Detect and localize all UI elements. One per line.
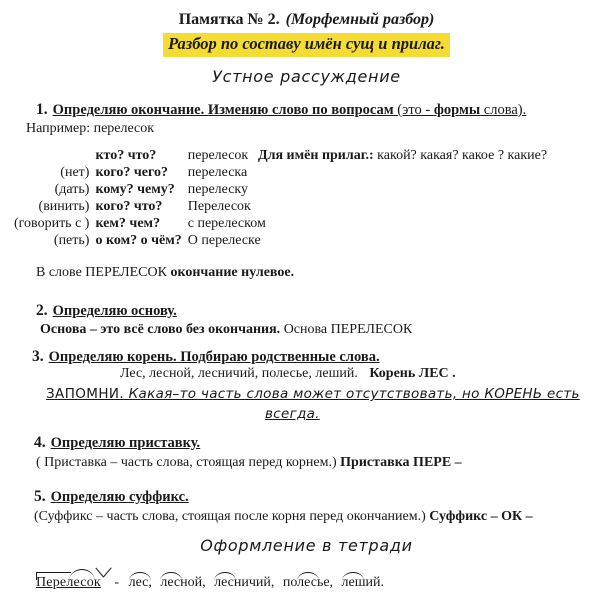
case-question: кого? что? xyxy=(95,199,163,214)
oral-reasoning-heading: Устное рассуждение xyxy=(212,67,401,86)
step-3-root-result: Корень ЛЕС . xyxy=(369,366,456,381)
step-3-heading xyxy=(32,348,380,366)
step-5-number: 5. xyxy=(34,488,46,505)
step-4-body-bold: Приставка ПЕРЕ – xyxy=(340,455,462,470)
step-1-title: Определяю окончание. Изменяю слово по вопросам xyxy=(52,102,394,118)
zero-ending-note-prefix: В слове ПЕРЕЛЕСОК xyxy=(36,265,171,280)
step-2-body-bold: Основа – это всё слово без окончания. xyxy=(40,322,281,337)
parsed-word xyxy=(36,566,101,591)
related-word-text: лесничий, xyxy=(214,575,275,590)
case-answer: О перелеске xyxy=(187,233,261,248)
table-row xyxy=(14,216,266,233)
parsed-dash: - xyxy=(114,575,120,590)
case-question: кого? чего? xyxy=(95,165,168,180)
prefix-bracket-icon xyxy=(36,572,71,580)
table-row xyxy=(14,148,266,165)
table-row xyxy=(14,199,266,216)
case-hint: (петь) xyxy=(53,233,90,248)
table-row xyxy=(14,233,266,250)
memo-label: ЗАПОМНИ. xyxy=(46,386,125,402)
page-title-parenthetical: (Морфемный разбор) xyxy=(285,11,435,28)
case-answer: перелеску xyxy=(187,182,249,197)
case-hint: (говорить с ) xyxy=(14,216,90,231)
step-1-heading xyxy=(36,101,526,119)
case-answer: перелесок xyxy=(187,148,249,163)
memo-line-2: всегда. xyxy=(265,406,320,422)
case-answer: Перелесок xyxy=(187,199,251,214)
page-title-main: Памятка № 2. xyxy=(178,11,280,28)
memo-text: Какая–то часть слова может отсутствовать, но КОРЕНЬ есть xyxy=(124,386,580,402)
step-2-heading xyxy=(36,302,177,320)
case-question: о ком? о чём? xyxy=(95,233,182,248)
step-5-heading xyxy=(34,488,189,506)
step-4-title: Определяю приставку. xyxy=(50,435,201,451)
step-1-note-open: (это - xyxy=(397,102,434,118)
adjective-questions-label: Для имён прилаг.: xyxy=(258,148,374,163)
related-word-text: леший. xyxy=(341,575,385,590)
step-3-number: 3. xyxy=(32,348,44,365)
related-word-text: лесной, xyxy=(160,575,206,590)
step-4-body-rest: ( Приставка – часть слова, стоящая перед корнем.) xyxy=(36,455,337,470)
related-word-text: полесье, xyxy=(282,575,334,590)
step-1-number: 1. xyxy=(36,101,48,118)
case-question: кому? чему? xyxy=(95,182,175,197)
related-word xyxy=(214,575,274,591)
root-arc-icon xyxy=(297,572,319,581)
case-hint: (дать) xyxy=(54,182,90,197)
step-5-title: Определяю суффикс. xyxy=(50,489,189,505)
step-1-example: Например: перелесок xyxy=(26,121,155,136)
related-word xyxy=(342,575,384,591)
case-hint: (нет) xyxy=(60,165,90,180)
subtitle-container xyxy=(0,33,613,57)
step-4-number: 4. xyxy=(34,434,46,451)
step-1-note-close: слова). xyxy=(480,102,527,118)
root-arc-icon xyxy=(160,572,182,581)
root-arc-icon xyxy=(69,569,95,581)
step-3-title: Определяю корень. Подбираю родственные слова. xyxy=(48,349,380,365)
root-arc-icon xyxy=(214,572,236,581)
parsed-word-row xyxy=(36,566,384,591)
step-2-body xyxy=(40,322,412,338)
step-4-heading xyxy=(34,434,200,452)
case-questions-table xyxy=(14,148,266,250)
case-question: кто? что? xyxy=(95,148,157,163)
case-answer: с перелеском xyxy=(187,216,266,231)
root-arc-icon xyxy=(129,572,151,581)
step-3-related-words xyxy=(120,366,456,382)
step-2-number: 2. xyxy=(36,302,48,319)
step-2-title: Определяю основу. xyxy=(52,303,177,319)
adjective-questions-list: какой? какая? какое ? какие? xyxy=(373,148,548,163)
case-hint xyxy=(14,148,95,165)
zero-ending-note-bold: окончание нулевое. xyxy=(170,265,295,280)
root-arc-icon xyxy=(342,572,364,581)
step-3-word-list: Лес, лесной, лесничий, полесье, леший. xyxy=(120,366,358,381)
page-title xyxy=(0,11,613,29)
case-answer: перелеска xyxy=(187,165,248,180)
highlighted-subtitle: Разбор по составу имён сущ и прилаг. xyxy=(163,33,450,57)
step-5-body-bold: Суффикс – ОК – xyxy=(429,509,533,524)
step-5-body-rest: (Суффикс – часть слова, стоящая после корня перед окончанием.) xyxy=(34,509,426,524)
step-1-note xyxy=(394,102,527,118)
case-question: кем? чем? xyxy=(95,216,161,231)
parsed-word-text: Перелесок xyxy=(36,575,101,590)
step-4-body xyxy=(36,455,462,471)
related-word xyxy=(283,575,333,591)
suffix-roof-icon xyxy=(94,567,112,577)
adjective-questions xyxy=(258,148,547,164)
step-1-note-bold: формы xyxy=(433,102,481,118)
step-2-body-rest: Основа ПЕРЕЛЕСОК xyxy=(280,322,413,337)
related-word xyxy=(129,575,152,591)
related-word xyxy=(160,575,205,591)
zero-ending-note xyxy=(36,265,294,281)
notebook-format-heading: Оформление в тетради xyxy=(200,536,413,555)
step-5-body xyxy=(34,509,533,525)
table-row xyxy=(14,165,266,182)
table-row xyxy=(14,182,266,199)
case-hint: (винить) xyxy=(38,199,90,214)
related-word-text: лес, xyxy=(128,575,152,590)
memo-line-1 xyxy=(46,385,580,403)
